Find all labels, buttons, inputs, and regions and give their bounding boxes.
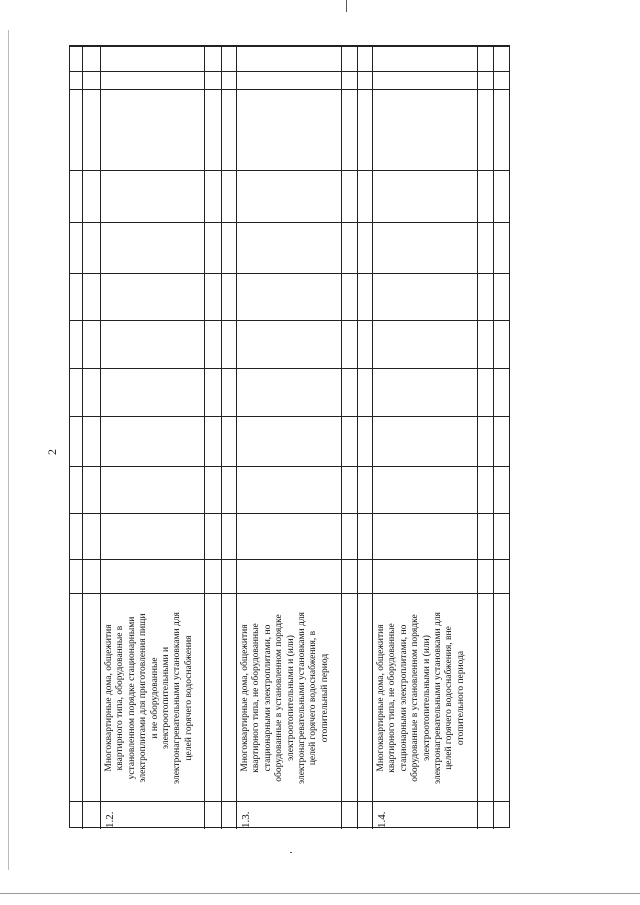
row-divider [70,46,509,47]
column-divider [493,46,494,829]
column-divider [82,46,83,829]
column-divider [372,46,373,829]
row-description-line: электроотопительными и (или) [285,635,296,761]
row-description-line: целей горячего водоснабжения, в [308,630,319,766]
row-description [240,598,331,798]
row-divider [70,559,509,560]
row-divider [70,513,509,514]
row-description [104,598,195,798]
row-description-line: электроотопительными и [161,646,172,750]
row-description-line: Многоквартирные дома, общежития [104,624,114,772]
row-description-line: квартирного типа, не оборудованные [387,623,398,773]
row-number: 1.4. [376,811,388,828]
row-description-line: Многоквартирные дома, общежития [376,624,386,772]
column-divider [236,46,237,829]
row-description-line: оборудованные в установленном порядке [274,614,285,782]
row-description-line: Многоквартирные дома, общежития [240,624,250,772]
column-divider [221,46,222,829]
row-divider [70,89,509,90]
scan-edge-mark [0,893,640,894]
scan-speck [290,852,292,853]
row-description-line: целей горячего водоснабжения [183,635,194,761]
row-divider [70,170,509,171]
row-number: 1.3. [240,811,252,828]
row-description [376,598,467,798]
row-description-line: стационарными электроплитами, но [398,624,409,772]
row-divider [70,466,509,467]
row-divider [70,320,509,321]
row-description-line: квартирного типа, оборудованные в [115,625,126,771]
row-description-line: электроплитами для приготовления пищи [138,613,149,783]
row-description-line: стационарными электроплитами, но [262,624,273,772]
scan-edge-mark [346,0,347,12]
row-number: 1.2. [104,811,116,828]
row-description-line: оборудованные в установленном порядке [410,614,421,782]
row-description-line: целей горячего водоснабжения, вне [444,626,455,770]
table [69,45,510,828]
row-description-line: отопительный период [319,653,330,743]
row-divider [70,222,509,223]
row-description-line: электронагревательными установками для [297,612,308,784]
row-divider [70,593,509,594]
row-description-line: электронагревательными установками для [172,612,183,784]
page-number: 2 [45,449,59,455]
row-description-line: электроотопительными и (или) [421,635,432,761]
scan-edge-mark [8,30,9,870]
row-description-line: электронагревательными установками для [433,612,444,784]
row-description-line: квартирного типа, не оборудованные [251,623,262,773]
row-description-line: отопительного периода [455,650,466,746]
row-divider [70,416,509,417]
column-divider [341,46,342,829]
row-description-line: и не оборудованные [149,657,160,739]
row-divider [70,368,509,369]
row-description-line: установленном порядке стационарными [126,616,137,780]
row-divider [70,273,509,274]
column-divider [357,46,358,829]
row-divider [70,71,509,72]
column-divider [204,46,205,829]
column-divider [100,46,101,829]
row-divider [70,801,509,802]
column-divider [477,46,478,829]
